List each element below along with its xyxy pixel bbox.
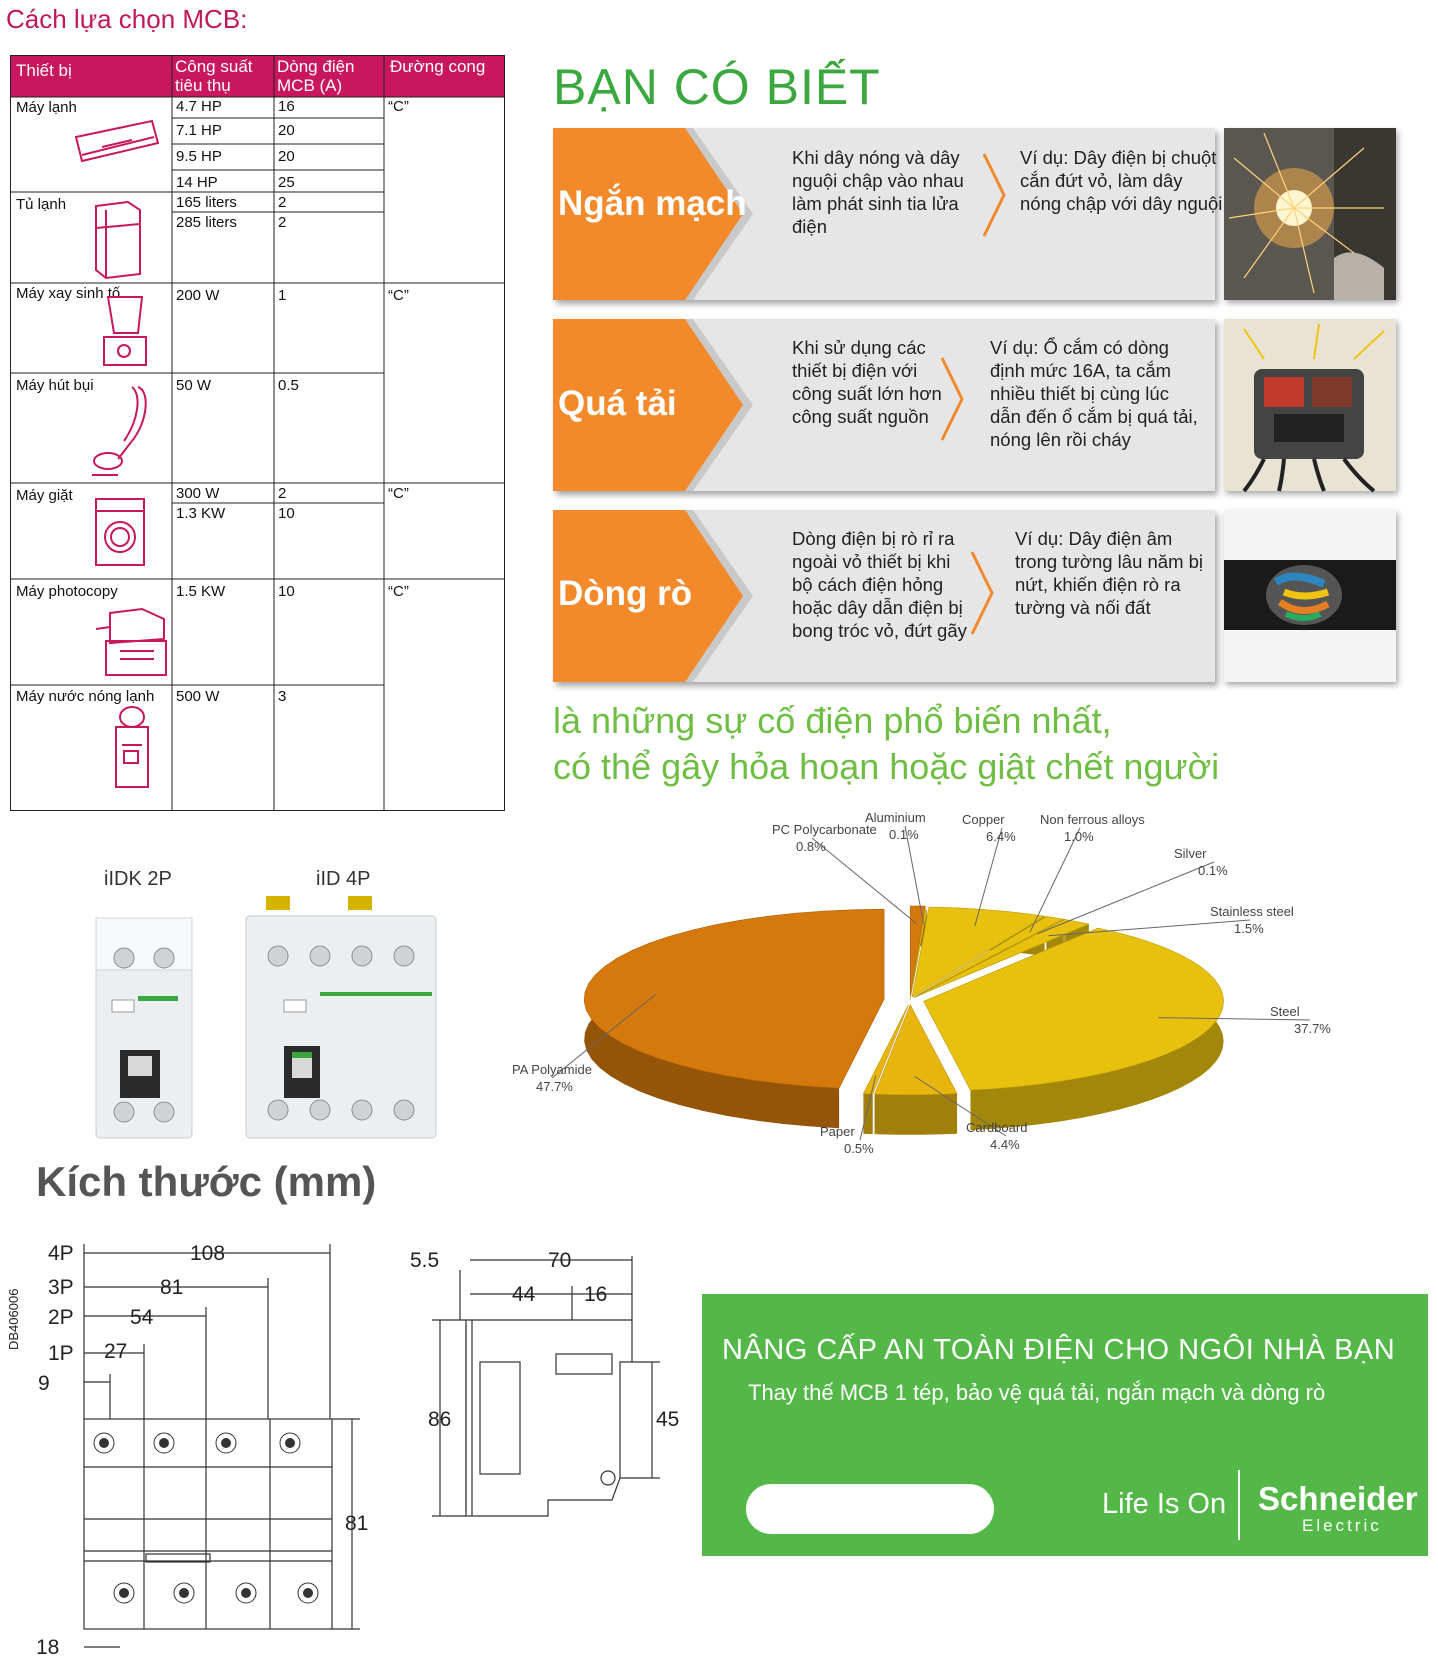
dim-side-offset: 5.5	[410, 1249, 440, 1272]
dyk-footer-line-1: là những sự cố điện phổ biến nhất,	[553, 700, 1112, 741]
dyk-label-leakage: Dòng rò	[558, 574, 693, 613]
curve-value: “C”	[388, 98, 409, 115]
power-value: 1.3 KW	[176, 505, 226, 522]
col-device: Thiết bị	[16, 61, 72, 80]
device-name: Tủ lạnh	[16, 196, 67, 213]
schneider-logo: Schneider	[1258, 1480, 1418, 1517]
promo-tagline: Life Is On	[1102, 1488, 1227, 1520]
device-name: Máy giặt	[16, 487, 73, 504]
mcb-table	[10, 55, 514, 827]
dyk-example-overload: Ví dụ: Ổ cắm có dòng định mức 16A, ta cắm nhiều thiết bị cùng lúc dẫn đến ổ cắm bị quá tải, nóng lên rồi cháy	[990, 337, 1198, 450]
power-value: 165 liters	[176, 194, 237, 211]
photocopier-icon	[92, 605, 176, 683]
current-value: 2	[278, 194, 287, 211]
materials-pie-chart	[510, 810, 1410, 1230]
product-label-iid-4p: iID 4P	[316, 868, 371, 890]
dyk-label-short-circuit: Ngắn mạch	[558, 184, 747, 223]
pie-value-label: 0.8%	[796, 839, 826, 854]
dim-width-3p: 81	[160, 1276, 184, 1299]
power-value: 200 W	[176, 287, 220, 304]
current-value: 16	[278, 98, 295, 115]
current-value: 10	[278, 583, 295, 600]
current-value: 2	[278, 485, 287, 502]
rcd-4p-product-image	[240, 896, 440, 1142]
size-title: Kích thước (mm)	[36, 1158, 377, 1205]
power-value: 9.5 HP	[176, 148, 222, 165]
water-dispenser-icon	[110, 703, 160, 793]
dim-width-1p: 27	[104, 1340, 128, 1363]
current-value: 3	[278, 688, 287, 705]
curve-value: “C”	[388, 485, 409, 502]
drawing-code: DB406006	[6, 1288, 21, 1350]
dim-bottom: 18	[36, 1636, 60, 1659]
device-name: Máy xay sinh tố	[16, 285, 121, 302]
dim-side-depth: 70	[548, 1249, 572, 1272]
dyk-example-leakage: Ví dụ: Dây điện âm trong tường lâu năm bị nứt, khiến điện rò ra tường và nối đất	[1015, 528, 1204, 618]
dim-pole-4p: 4P	[48, 1242, 74, 1265]
mcb-title: Cách lựa chọn MCB:	[6, 4, 248, 34]
dim-side-depth-b: 16	[584, 1283, 608, 1306]
refrigerator-icon	[88, 200, 148, 280]
pie-label: PA Polyamide	[512, 1062, 592, 1077]
curve-value: “C”	[388, 287, 409, 304]
pie-value-label: 37.7%	[1294, 1021, 1331, 1036]
blender-icon	[98, 291, 158, 371]
pie-label: Aluminium	[865, 810, 926, 825]
promo-banner	[702, 1294, 1428, 1556]
current-value: 1	[278, 287, 287, 304]
spark-photo	[1224, 128, 1396, 300]
did-you-know-title: BẠN CÓ BIẾT	[553, 59, 881, 115]
dim-side-height-b: 45	[656, 1408, 680, 1431]
dimension-drawing	[0, 1230, 720, 1664]
promo-subline: Thay thế MCB 1 tép, bảo vệ quá tải, ngắn mạch và dòng rò	[748, 1380, 1326, 1405]
pie-label: Copper	[962, 812, 1005, 827]
air-conditioner-icon	[72, 117, 162, 167]
dim-height: 81	[345, 1512, 369, 1535]
dim-pole-3p: 3P	[48, 1276, 74, 1299]
damaged-cable-photo	[1224, 510, 1396, 682]
device-name: Máy lạnh	[16, 99, 77, 116]
pie-label: Stainless steel	[1210, 904, 1294, 919]
chevron-right-icon	[940, 356, 966, 442]
dim-pole-2p: 2P	[48, 1306, 74, 1329]
pie-value-label: 1.0%	[1064, 829, 1094, 844]
pie-value-label: 1.5%	[1234, 921, 1264, 936]
device-name: Máy nước nóng lạnh	[16, 688, 155, 705]
current-value: 20	[278, 122, 295, 139]
power-value: 14 HP	[176, 174, 218, 191]
washing-machine-icon	[90, 495, 150, 571]
current-value: 2	[278, 214, 287, 231]
dyk-footer-line-2: có thể gây hỏa hoạn hoặc giật chết người	[553, 746, 1220, 787]
current-value: 0.5	[278, 377, 299, 394]
dim-side-depth-a: 44	[512, 1283, 536, 1306]
pie-label: Non ferrous alloys	[1040, 812, 1145, 827]
dim-offset: 9	[38, 1372, 50, 1395]
pie-value-label: 4.4%	[990, 1137, 1020, 1152]
power-value: 50 W	[176, 377, 212, 394]
chevron-right-icon	[970, 550, 996, 636]
product-label-iidk-2p: iIDK 2P	[104, 868, 172, 890]
power-value: 300 W	[176, 485, 220, 502]
promo-cta-button[interactable]	[746, 1484, 994, 1534]
dyk-example-short-circuit: Ví dụ: Dây điện bị chuột cắn đứt vỏ, làm dây nóng chập với dây nguội	[1020, 147, 1223, 214]
pie-value-label: 6.4%	[986, 829, 1016, 844]
dyk-desc-overload: Khi sử dụng các thiết bị điện với công suất lớn hơn công suất nguồn	[792, 337, 942, 427]
pie-label: Steel	[1270, 1004, 1300, 1019]
overload-socket-photo	[1224, 319, 1396, 491]
power-value: 285 liters	[176, 214, 237, 231]
pie-label: Paper	[820, 1124, 855, 1139]
curve-value: “C”	[388, 583, 409, 600]
current-value: 25	[278, 174, 295, 191]
dyk-label-overload: Quá tải	[558, 384, 677, 423]
col-power: Công suất tiêu thụ	[175, 57, 253, 95]
schneider-logo-subtitle: Electric	[1302, 1516, 1382, 1535]
pie-slice-side	[863, 1094, 872, 1134]
col-current: Dòng điện MCB (A)	[277, 57, 355, 95]
current-value: 10	[278, 505, 295, 522]
power-value: 4.7 HP	[176, 98, 222, 115]
dyk-desc-leakage: Dòng điện bị rò rỉ ra ngoài vỏ thiết bị khi bộ cách điện hỏng hoặc dây dẫn điện bị bong tróc vỏ, đứt gãy	[792, 528, 967, 641]
pie-slices	[584, 906, 1223, 1135]
chevron-right-icon	[982, 152, 1008, 238]
device-name: Máy photocopy	[16, 583, 118, 600]
power-value: 1.5 KW	[176, 583, 226, 600]
pie-value-label: 0.1%	[1198, 863, 1228, 878]
promo-headline: NÂNG CẤP AN TOÀN ĐIỆN CHO NGÔI NHÀ BẠN	[722, 1334, 1396, 1366]
pie-leader-line	[1038, 862, 1215, 934]
pie-label: PC Polycarbonate	[772, 822, 877, 837]
pie-value-label: 0.1%	[889, 827, 919, 842]
vacuum-cleaner-icon	[88, 381, 158, 481]
pie-label: Silver	[1174, 846, 1207, 861]
power-value: 500 W	[176, 688, 220, 705]
dim-width-4p: 108	[190, 1242, 226, 1265]
rcd-2p-product-image	[88, 900, 198, 1140]
pie-value-label: 0.5%	[844, 1141, 874, 1156]
power-value: 7.1 HP	[176, 122, 222, 139]
device-name: Máy hút bụi	[16, 377, 94, 394]
pie-label: Cardboard	[966, 1120, 1028, 1135]
promo-divider	[1238, 1470, 1240, 1540]
col-curve: Đường cong	[390, 57, 486, 76]
pie-value-label: 47.7%	[536, 1079, 573, 1094]
dyk-desc-short-circuit: Khi dây nóng và dây nguội chập vào nhau làm phát sinh tia lửa điện	[792, 147, 964, 237]
dim-width-2p: 54	[130, 1306, 154, 1329]
current-value: 20	[278, 148, 295, 165]
pie-slice-side	[875, 1094, 957, 1135]
dim-pole-1p: 1P	[48, 1342, 74, 1365]
dim-side-height: 86	[428, 1408, 452, 1431]
mcb-table-grid	[10, 55, 514, 827]
